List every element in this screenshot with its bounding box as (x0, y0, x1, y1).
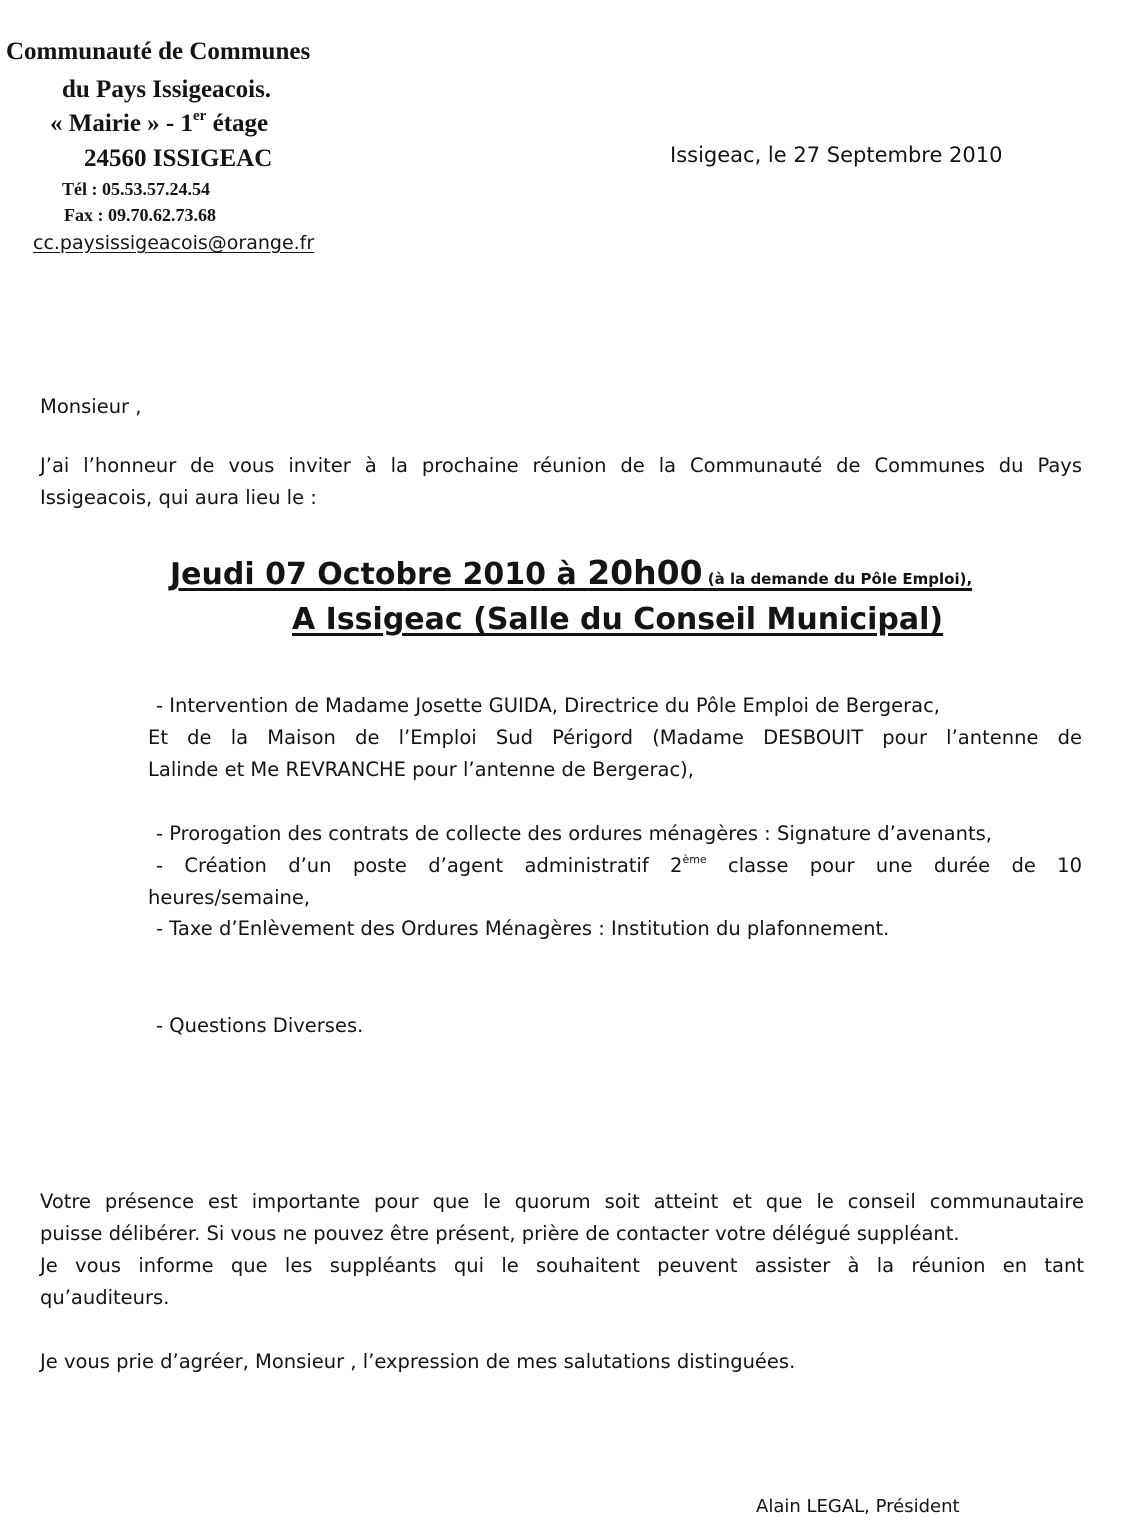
agenda-item3-line1 (156, 850, 1082, 882)
signature: Alain LEGAL, Président (756, 1496, 960, 1517)
agenda-item1-line2: Et de la Maison de l’Emploi Sud Périgord (Madame DESBOUIT pour l’antenne de (148, 726, 1082, 749)
address-suffix: étage (206, 110, 269, 137)
agenda-item1-line1: - Intervention de Madame Josette GUIDA, Directrice du Pôle Emploi de Bergerac, (156, 694, 941, 717)
sender-address-line2: 24560 ISSIGEAC (84, 145, 273, 172)
agenda-item2: - Prorogation des contrats de collecte des ordures ménagères : Signature d’avenants, (156, 822, 992, 845)
sender-email-link[interactable]: cc.paysissigeacois@orange.fr (33, 232, 315, 254)
event-time: 20h00 (587, 553, 703, 592)
intro-line2: Issigeacois, qui aura lieu le : (40, 486, 317, 509)
address-sup: er (193, 107, 207, 124)
agenda-item5: - Questions Diverses. (156, 1014, 364, 1037)
agenda-item3-line2: heures/semaine, (148, 886, 311, 909)
agenda-item3-text: - Création d’un poste d’agent administratif 2 (156, 854, 683, 877)
event-date-text: Jeudi 07 Octobre 2010 à (170, 557, 588, 592)
agenda-item3-suffix: classe pour une durée de 10 (706, 854, 1082, 877)
sender-fax: Fax : 09.70.62.73.68 (64, 205, 216, 225)
closing-line4: qu’auditeurs. (40, 1286, 170, 1309)
agenda-item4: - Taxe d’Enlèvement des Ordures Ménagères : Institution du plafonnement. (156, 917, 890, 940)
closing-formula: Je vous prie d’agréer, Monsieur , l’expression de mes salutations distinguées. (40, 1350, 796, 1373)
sender-org-line1: Communauté de Communes (6, 38, 311, 65)
sender-org-line2: du Pays Issigeacois. (62, 76, 272, 103)
agenda-item1-line3: Lalinde et Me REVRANCHE pour l’antenne de Bergerac), (148, 758, 694, 781)
sender-address-line1 (50, 108, 268, 139)
event-place: A Issigeac (Salle du Conseil Municipal) (292, 602, 944, 637)
closing-line1: Votre présence est importante pour que le quorum soit atteint et que le conseil communautaire (40, 1190, 1084, 1213)
agenda-item3-sup: ème (682, 852, 707, 866)
sender-tel: Tél : 05.53.57.24.54 (62, 179, 210, 199)
intro-line1: J’ai l’honneur de vous inviter à la prochaine réunion de la Communauté de Communes du Pays (40, 454, 1082, 477)
closing-line2: puisse délibérer. Si vous ne pouvez être présent, prière de contacter votre délégué suppléant. (40, 1222, 960, 1245)
date-line: Issigeac, le 27 Septembre 2010 (670, 143, 1003, 167)
event-date (170, 553, 972, 592)
closing-line3: Je vous informe que les suppléants qui le souhaitent peuvent assister à la réunion en tant (40, 1254, 1084, 1277)
event-note: (à la demande du Pôle Emploi), (702, 570, 973, 588)
salutation: Monsieur , (40, 395, 142, 418)
address-prefix: « Mairie » - 1 (50, 110, 194, 137)
